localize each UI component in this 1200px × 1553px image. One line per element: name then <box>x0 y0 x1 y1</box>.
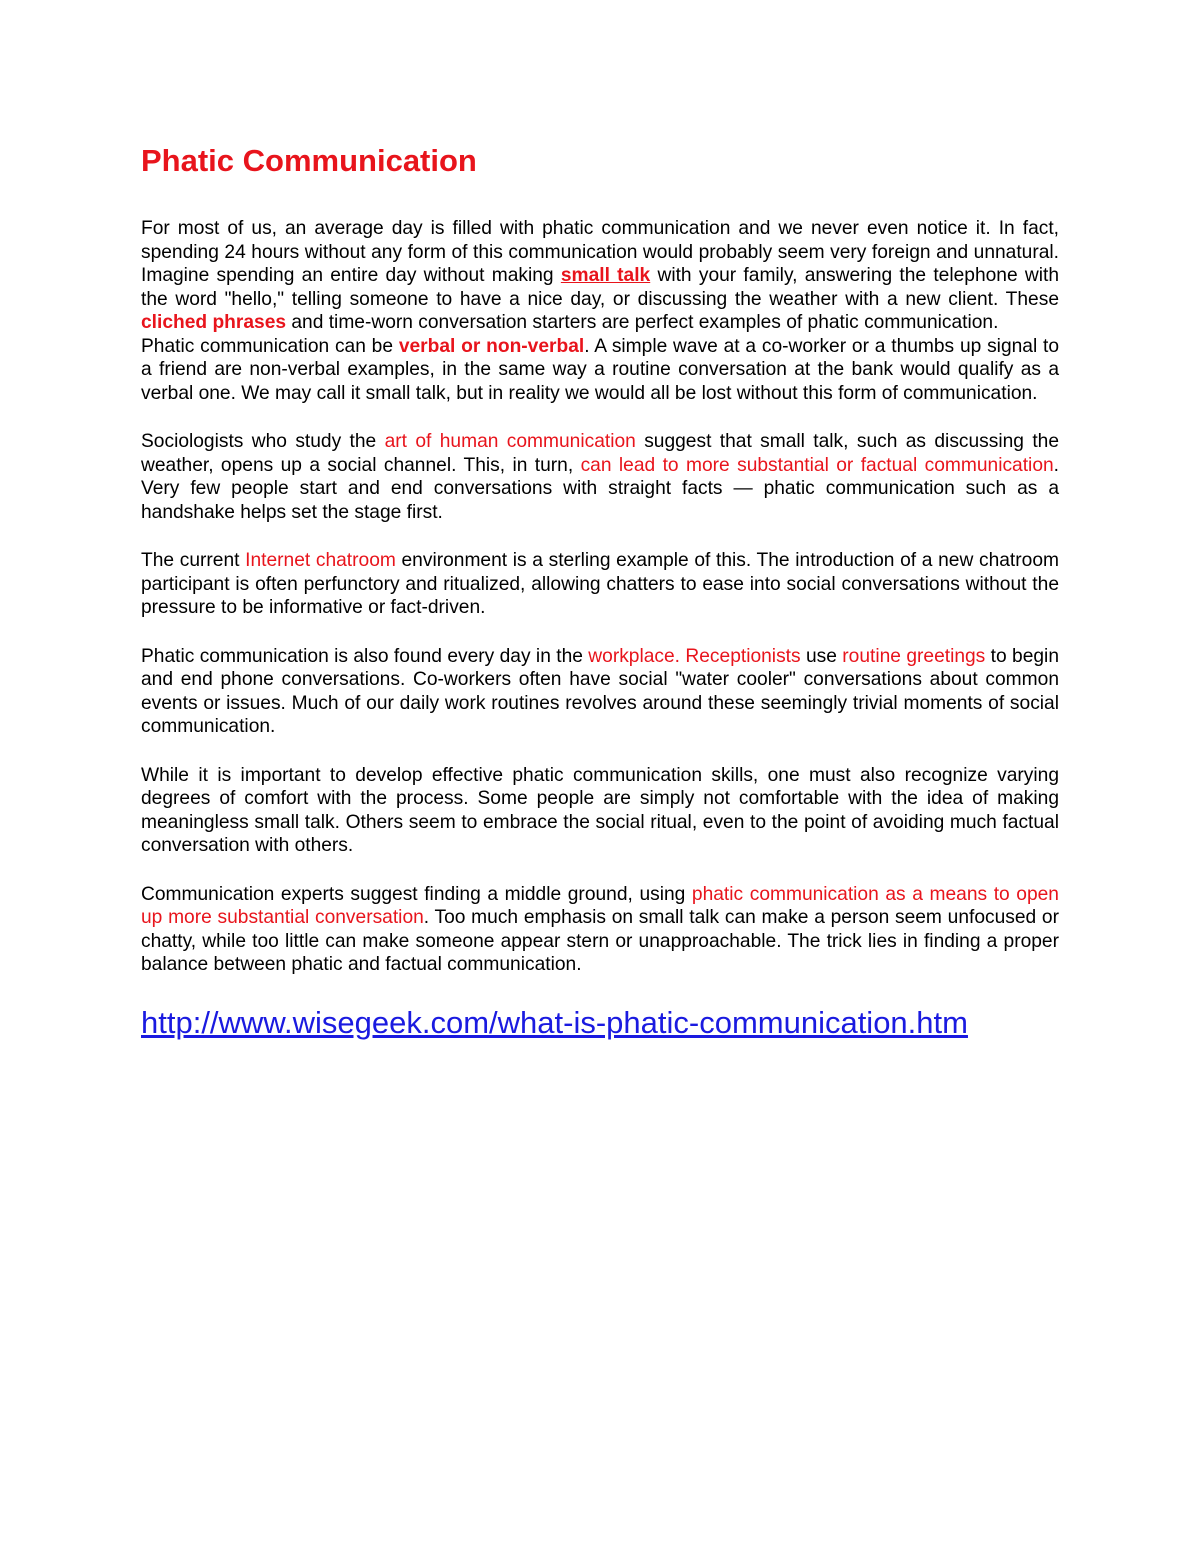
paragraph-workplace <box>141 645 1059 739</box>
highlight-cliched-phrases: cliched phrases <box>141 312 287 333</box>
paragraph-text: . A simple wave at a co-worker or a thumbs up signal to a friend are non-verbal examples, in the same way a routine conversation at the bank would qualify as a verbal one. We may call it small talk, but in reality we would all be lost without this form of communication. <box>141 335 1060 404</box>
paragraph-experts <box>141 883 1059 977</box>
highlight-middle-ground: phatic communication as a means to open up more substantial conversation <box>141 883 1059 928</box>
paragraph-text: For most of us, an average day is filled with phatic communication and we never even notice it. In fact, spending 24 hours without any form of this communication would probably seem very foreign and unnatural. Imagine spending an entire day without making <box>141 218 1059 286</box>
paragraph-text: to begin and end phone conversations. Co-workers often have social "water cooler" conversations about common events or issues. Much of our daily work routines revolves around these seemingly trivial moments of social communication. <box>141 645 1059 737</box>
page-title: Phatic Communication <box>141 143 477 178</box>
paragraph-text: use <box>800 645 843 667</box>
paragraph-text: environment is a sterling example of this. The introduction of a new chatroom participant is often perfunctory and ritualized, allowing chatters to ease into social conversations without the pressure to be informative or fact-driven. <box>141 550 1059 618</box>
paragraph-text: with your family, answering the telephone with the word "hello," telling someone to have a nice day, or discussing the weather with a new client. These <box>141 265 1059 310</box>
paragraph-text: Sociologists who study the <box>141 431 385 452</box>
highlight-verbal-non-verbal: verbal or non-verbal <box>398 335 585 357</box>
paragraph-chatroom <box>141 549 1059 620</box>
paragraph-text: Phatic communication can be <box>141 335 399 357</box>
paragraph-intro <box>141 217 1059 335</box>
source-link[interactable]: http://www.wisegeek.com/what-is-phatic-communication.htm <box>141 1004 968 1040</box>
paragraph-text: . Too much emphasis on small talk can make a person seem unfocused or chatty, while too little can make someone appear stern or unapproachable. The trick lies in finding a proper balance between phatic and factual communication. <box>141 907 1059 975</box>
highlight-art-of-communication: art of human communication <box>384 431 636 452</box>
highlight-substantial-communication: can lead to more substantial or factual communication <box>580 454 1054 476</box>
paragraph-text: Phatic communication is also found every day in the <box>141 645 589 667</box>
highlight-workplace: workplace. <box>588 645 681 667</box>
highlight-receptionists: Receptionists <box>685 645 801 667</box>
highlight-internet-chatroom: Internet chatroom <box>245 550 396 571</box>
paragraph-text: and time-worn conversation starters are perfect examples of phatic communication. <box>286 312 999 333</box>
paragraph-text: suggest that small talk, such as discussing the weather, opens up a social channel. This, in turn, <box>141 431 1060 476</box>
document-page <box>141 142 1059 1042</box>
paragraph-skills <box>141 764 1059 858</box>
paragraph-sociologists <box>141 430 1059 524</box>
highlight-routine-greetings: routine greetings <box>842 645 986 667</box>
paragraph-verbal <box>141 335 1059 406</box>
paragraph-text: . Very few people start and end conversations with straight facts — phatic communication such as a handshake helps set the stage first. <box>141 454 1060 523</box>
paragraph-text: While it is important to develop effective phatic communication skills, one must also recognize varying degrees of comfort with the process. Some people are simply not comfortable with the idea of making meaningless small talk. Others seem to embrace the social ritual, even to the point of avoiding much factual conversation with others. <box>141 764 1059 856</box>
highlight-small-talk: small talk <box>560 265 651 286</box>
paragraph-text: Communication experts suggest finding a middle ground, using <box>141 883 692 905</box>
paragraph-text: The current <box>141 550 246 571</box>
